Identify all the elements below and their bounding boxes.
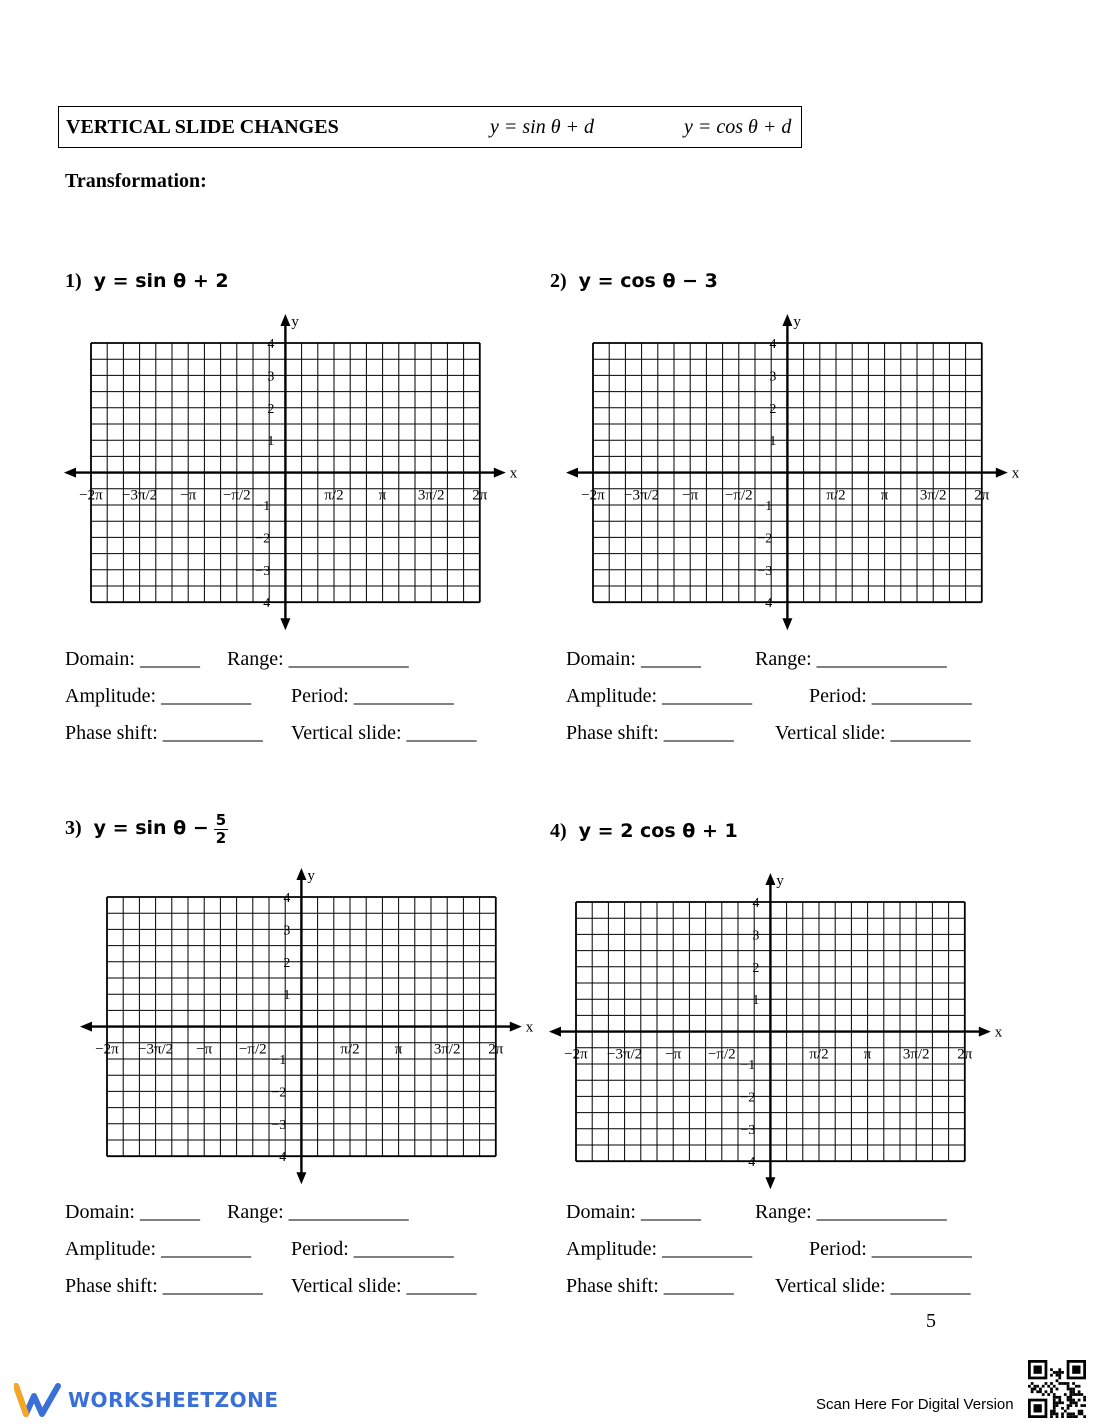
qr-module [1067,1385,1070,1388]
period-blank[interactable]: Period: __________ [291,1238,454,1260]
qr-module [1064,1393,1067,1396]
fraction-denominator: 2 [215,829,227,847]
qr-module [1067,1388,1070,1391]
y-tick-label: −2 [740,1090,756,1106]
y-tick-label: −1 [757,499,773,514]
qr-module [1072,1388,1075,1391]
qr-module [1053,1396,1056,1399]
qr-module [1072,1390,1075,1393]
y-tick-label: 3 [752,928,760,944]
qr-module [1067,1412,1070,1415]
qr-module [1069,1412,1072,1415]
y-axis-arrow-down [296,1172,306,1184]
qr-module [1058,1399,1061,1402]
problem-3-label [65,812,228,847]
qr-module [1075,1385,1078,1388]
problem-equation: y = sin θ − [93,817,209,840]
x-tick-label: −π/2 [707,1046,736,1063]
vertical-slide-blank[interactable]: Vertical slide: ________ [775,722,971,744]
y-tick-label: −1 [255,499,271,514]
y-tick-label: −2 [271,1085,287,1101]
x-tick-label: −π/2 [238,1041,267,1058]
y-tick-label: −1 [271,1053,287,1068]
qr-module [1067,1396,1070,1399]
x-tick-label: π [863,1046,872,1063]
qr-module [1075,1393,1078,1396]
qr-module [1067,1382,1070,1385]
qr-module [1053,1404,1056,1407]
qr-module [1058,1371,1061,1374]
qr-module [1072,1399,1075,1402]
qr-module [1056,1404,1059,1407]
problem-4-label [550,820,738,843]
y-tick-label: −4 [255,596,271,612]
x-tick-label: π/2 [826,487,846,504]
x-axis-arrow-left [80,1022,92,1032]
qr-module [1056,1401,1059,1404]
x-axis-arrow-right [979,1027,991,1037]
x-axis-label: x [525,1019,534,1036]
formula-sin: y = sin θ + d [490,116,595,138]
qr-module [1053,1399,1056,1402]
qr-module [1056,1412,1059,1415]
domain-blank[interactable]: Domain: ______ [566,1201,701,1223]
qr-module [1067,1404,1070,1407]
problem-number: 1) [65,270,82,292]
formula-cos: y = cos θ + d [684,116,792,138]
qr-module [1069,1393,1072,1396]
amplitude-blank[interactable]: Amplitude: _________ [566,685,753,707]
coordinate-grid[interactable] [562,312,1032,632]
domain-blank[interactable]: Domain: ______ [566,648,701,670]
y-tick-label: 4 [752,896,760,911]
qr-module [1069,1415,1072,1418]
transformation-label: Transformation: [65,170,207,192]
x-tick-label: 3π/2 [433,1041,461,1058]
qr-module [1056,1374,1059,1377]
coordinate-grid[interactable] [76,866,546,1186]
y-axis-arrow-up [296,868,306,880]
qr-module [1031,1390,1034,1393]
qr-module [1058,1377,1061,1380]
period-blank[interactable]: Period: __________ [809,685,972,707]
vertical-slide-blank[interactable]: Vertical slide: ________ [775,1275,971,1297]
qr-module [1078,1393,1081,1396]
qr-module [1045,1382,1048,1385]
qr-module [1058,1382,1061,1385]
qr-module [1061,1415,1064,1418]
qr-module [1078,1412,1081,1415]
qr-module [1053,1371,1056,1374]
qr-module [1072,1382,1075,1385]
qr-module [1053,1407,1056,1410]
y-axis-arrow-down [280,618,290,630]
qr-module [1069,1401,1072,1404]
coordinate-grid[interactable] [545,871,1015,1191]
x-tick-label: −2π [564,1046,588,1063]
qr-module [1045,1390,1048,1393]
qr-module [1047,1393,1050,1396]
y-axis-label: y [291,314,299,330]
qr-module [1042,1393,1045,1396]
qr-module [1050,1412,1053,1415]
qr-module [1067,1407,1070,1410]
x-tick-label: −π/2 [724,487,753,504]
amplitude-blank[interactable]: Amplitude: _________ [65,1238,252,1260]
x-tick-label: −π [682,487,699,504]
range-blank[interactable]: Range: _____________ [755,1201,947,1223]
qr-module [1058,1374,1061,1377]
brand-text: WORKSHEETZONE [68,1388,279,1412]
y-axis-arrow-up [280,314,290,326]
problem-2-label [550,270,718,293]
qr-module [1058,1396,1061,1399]
qr-module [1036,1390,1039,1393]
problem-number: 3) [65,817,82,840]
y-axis-label: y [793,314,801,330]
x-tick-label: 2π [957,1046,973,1063]
worksheetzone-logo-icon [14,1382,62,1418]
x-axis-arrow-left [64,468,76,478]
x-tick-label: −π [196,1041,213,1058]
x-tick-label: π/2 [340,1041,360,1058]
qr-module [1058,1401,1061,1404]
coordinate-grid[interactable] [60,312,530,632]
x-tick-label: 3π/2 [919,487,947,504]
y-axis-arrow-down [782,618,792,630]
x-tick-label: −π [180,487,197,504]
qr-module [1064,1410,1067,1413]
qr-module [1072,1415,1075,1418]
range-blank[interactable]: Range: ____________ [227,1201,409,1223]
qr-module [1050,1388,1053,1391]
y-axis-arrow-up [765,873,775,885]
qr-module [1061,1412,1064,1415]
x-tick-label: −2π [95,1041,119,1058]
qr-module [1080,1393,1083,1396]
qr-finder [1034,1366,1042,1374]
problem-number: 2) [550,270,567,292]
domain-blank[interactable]: Domain: ______ [65,648,200,670]
qr-module [1031,1382,1034,1385]
qr-module [1050,1382,1053,1385]
qr-module [1056,1388,1059,1391]
x-tick-label: π/2 [809,1046,829,1063]
x-tick-label: 2π [974,487,990,504]
y-tick-label: 2 [752,960,760,976]
x-axis-arrow-right [494,468,506,478]
y-tick-label: −4 [757,596,773,612]
x-tick-label: π [880,487,889,504]
scan-caption: Scan Here For Digital Version [816,1396,1014,1413]
y-axis-label: y [776,873,784,889]
x-axis-label: x [509,465,518,482]
period-blank[interactable]: Period: __________ [809,1238,972,1260]
brand-name [68,1388,278,1412]
qr-module [1056,1415,1059,1418]
x-tick-label: −3π/2 [121,487,158,504]
qr-module [1083,1396,1086,1399]
qr-module [1053,1412,1056,1415]
y-axis-arrow-down [765,1177,775,1189]
fraction [214,812,228,847]
qr-module [1050,1390,1053,1393]
y-tick-label: −1 [740,1058,756,1073]
qr-module [1069,1396,1072,1399]
y-tick-label: −4 [271,1150,287,1166]
x-tick-label: 2π [472,487,488,504]
y-tick-label: 3 [769,369,777,385]
qr-module [1069,1390,1072,1393]
fraction-numerator: 5 [215,811,227,829]
qr-module [1072,1412,1075,1415]
y-axis-label: y [307,868,315,884]
problem-equation: y = cos θ − 3 [578,270,718,292]
qr-module [1053,1385,1056,1388]
qr-module [1050,1368,1053,1371]
x-tick-label: 3π/2 [902,1046,930,1063]
qr-code-icon[interactable] [1028,1360,1086,1418]
qr-module [1036,1385,1039,1388]
amplitude-blank[interactable]: Amplitude: _________ [65,685,252,707]
y-tick-label: 1 [267,434,275,450]
y-tick-label: −2 [757,531,773,547]
qr-module [1056,1379,1059,1382]
y-tick-label: 4 [283,891,291,906]
y-tick-label: 4 [769,337,777,352]
qr-module [1053,1401,1056,1404]
qr-module [1072,1393,1075,1396]
qr-module [1067,1415,1070,1418]
qr-finder [1072,1366,1080,1374]
qr-module [1075,1415,1078,1418]
y-tick-label: −3 [757,563,773,579]
y-tick-label: 3 [283,923,291,939]
period-blank[interactable]: Period: __________ [291,685,454,707]
phase-shift-blank[interactable]: Phase shift: _______ [566,1275,734,1297]
qr-module [1061,1401,1064,1404]
x-axis-label: x [1011,465,1020,482]
qr-module [1050,1410,1053,1413]
y-tick-label: 4 [267,337,275,352]
qr-module [1053,1410,1056,1413]
qr-module [1083,1415,1086,1418]
y-tick-label: 2 [283,955,291,971]
qr-module [1069,1388,1072,1391]
domain-blank[interactable]: Domain: ______ [65,1201,200,1223]
problem-equation: y = 2 cos θ + 1 [578,820,738,842]
x-tick-label: −3π/2 [606,1046,643,1063]
y-tick-label: 2 [769,401,777,417]
y-tick-label: 2 [267,401,275,417]
x-tick-label: −π/2 [222,487,251,504]
x-tick-label: π/2 [324,487,344,504]
qr-module [1067,1399,1070,1402]
qr-module [1061,1407,1064,1410]
x-tick-label: 2π [488,1041,504,1058]
phase-shift-blank[interactable]: Phase shift: __________ [65,722,263,744]
x-axis-label: x [994,1024,1003,1041]
qr-module [1080,1410,1083,1413]
qr-module [1064,1382,1067,1385]
qr-module [1034,1385,1037,1388]
worksheet-title: VERTICAL SLIDE CHANGES [66,116,339,138]
qr-module [1069,1399,1072,1402]
qr-module [1050,1415,1053,1418]
range-blank[interactable]: Range: _____________ [755,648,947,670]
x-axis-arrow-right [996,468,1008,478]
qr-module [1075,1404,1078,1407]
x-tick-label: π [394,1041,403,1058]
y-tick-label: 1 [283,988,291,1004]
qr-module [1050,1374,1053,1377]
x-tick-label: −2π [79,487,103,504]
qr-module [1078,1399,1081,1402]
qr-module [1053,1393,1056,1396]
problem-equation: y = sin θ + 2 [93,270,229,292]
phase-shift-blank[interactable]: Phase shift: __________ [65,1275,263,1297]
y-tick-label: 3 [267,369,275,385]
y-tick-label: −3 [740,1122,756,1138]
qr-module [1034,1388,1037,1391]
y-tick-label: −2 [255,531,271,547]
page-number: 5 [926,1310,936,1332]
qr-module [1072,1401,1075,1404]
qr-module [1039,1390,1042,1393]
qr-module [1069,1404,1072,1407]
qr-module [1058,1368,1061,1371]
x-tick-label: −π [665,1046,682,1063]
qr-module [1078,1410,1081,1413]
y-tick-label: −4 [740,1155,756,1171]
qr-module [1031,1388,1034,1391]
x-axis-arrow-right [510,1022,522,1032]
x-axis-arrow-left [549,1027,561,1037]
amplitude-blank[interactable]: Amplitude: _________ [566,1238,753,1260]
y-axis-arrow-up [782,314,792,326]
x-tick-label: 3π/2 [417,487,445,504]
qr-module [1042,1385,1045,1388]
qr-module [1080,1404,1083,1407]
qr-module [1061,1382,1064,1385]
x-axis-arrow-left [566,468,578,478]
qr-module [1083,1399,1086,1402]
qr-module [1083,1404,1086,1407]
qr-module [1047,1385,1050,1388]
y-tick-label: 1 [752,993,760,1009]
x-tick-label: π [378,487,387,504]
vertical-slide-blank[interactable]: Vertical slide: _______ [291,1275,477,1297]
qr-module [1039,1388,1042,1391]
qr-finder [1034,1404,1042,1412]
x-tick-label: −2π [581,487,605,504]
y-tick-label: −3 [255,563,271,579]
range-blank[interactable]: Range: ____________ [227,648,409,670]
phase-shift-blank[interactable]: Phase shift: _______ [566,722,734,744]
problem-1-label [65,270,229,293]
vertical-slide-blank[interactable]: Vertical slide: _______ [291,722,477,744]
x-tick-label: −3π/2 [137,1041,174,1058]
qr-module [1061,1371,1064,1374]
x-tick-label: −3π/2 [623,487,660,504]
qr-module [1078,1390,1081,1393]
qr-module [1056,1396,1059,1399]
y-tick-label: 1 [769,434,777,450]
y-tick-label: −3 [271,1117,287,1133]
qr-module [1080,1412,1083,1415]
qr-module [1075,1401,1078,1404]
problem-number: 4) [550,820,567,842]
qr-module [1028,1385,1031,1388]
qr-module [1056,1371,1059,1374]
qr-module [1078,1385,1081,1388]
